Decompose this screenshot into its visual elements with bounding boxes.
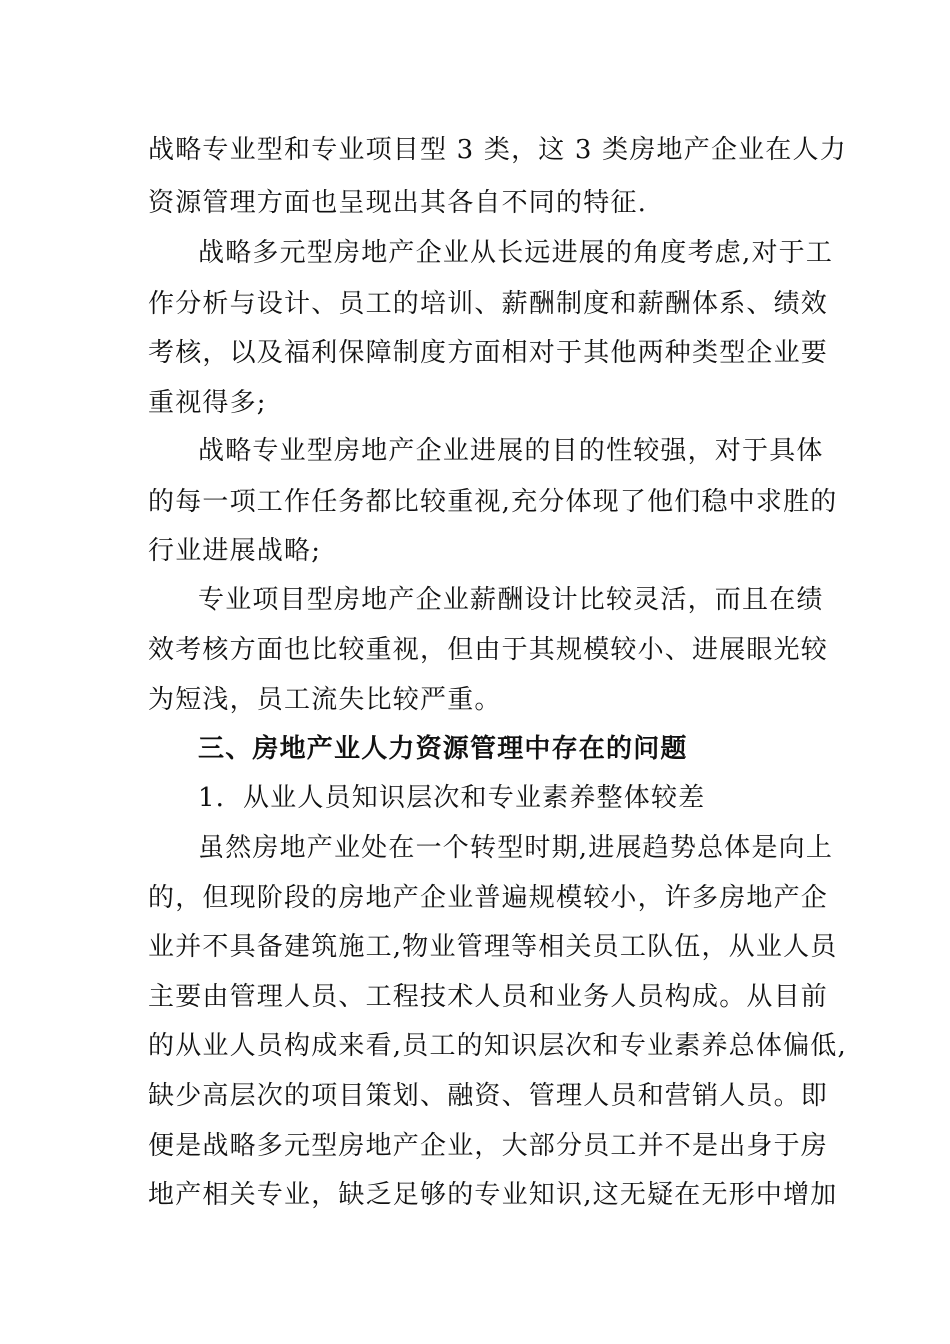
text-line: 主要由管理人员、工程技术人员和业务人员构成。从目前 bbox=[148, 982, 829, 1012]
subsection-heading: 1．从业人员知识层次和专业素养整体较差 bbox=[198, 783, 706, 813]
text-line: 效考核方面也比较重视，但由于其规模较小、进展眼光较 bbox=[148, 635, 829, 665]
paragraph-first-line: 虽然房地产业处在一个转型时期,进展趋势总体是向上 bbox=[198, 833, 834, 863]
text-line: 缺少高层次的项目策划、融资、管理人员和营销人员。即 bbox=[148, 1081, 829, 1111]
text-line: 作分析与设计、员工的培训、薪酬制度和薪酬体系、绩效 bbox=[148, 289, 829, 319]
paragraph-first-line: 专业项目型房地产企业薪酬设计比较灵活，而且在绩 bbox=[198, 585, 824, 615]
text-line: 业并不具备建筑施工,物业管理等相关员工队伍，从业人员 bbox=[148, 932, 838, 962]
text-line: 地产相关专业，缺乏足够的专业知识,这无疑在无形中增加 bbox=[148, 1180, 838, 1210]
text-line: 为短浅，员工流失比较严重。 bbox=[148, 685, 502, 715]
paragraph-first-line: 战略多元型房地产企业从长远进展的角度考虑,对于工 bbox=[198, 238, 834, 268]
section-heading: 三、房地产业人力资源管理中存在的问题 bbox=[198, 734, 688, 764]
text-line: 重视得多; bbox=[148, 388, 267, 418]
text-line: 便是战略多元型房地产企业，大部分员工并不是出身于房 bbox=[148, 1131, 829, 1161]
text-line: 的，但现阶段的房地产企业普遍规模较小，许多房地产企 bbox=[148, 883, 829, 913]
text-line: 行业进展战略; bbox=[148, 536, 322, 566]
text-line: 的每一项工作任务都比较重视,充分体现了他们稳中求胜的 bbox=[148, 487, 838, 517]
paragraph-first-line: 战略专业型房地产企业进展的目的性较强，对于具体 bbox=[198, 436, 824, 466]
text-line: 资源管理方面也呈现出其各自不同的特征. bbox=[148, 188, 648, 218]
text-line: 战略专业型和专业项目型 3 类，这 3 类房地产企业在人力 bbox=[148, 135, 847, 165]
text-line: 的从业人员构成来看,员工的知识层次和专业素养总体偏低, bbox=[148, 1031, 847, 1061]
text-line: 考核，以及福利保障制度方面相对于其他两种类型企业要 bbox=[148, 338, 829, 368]
